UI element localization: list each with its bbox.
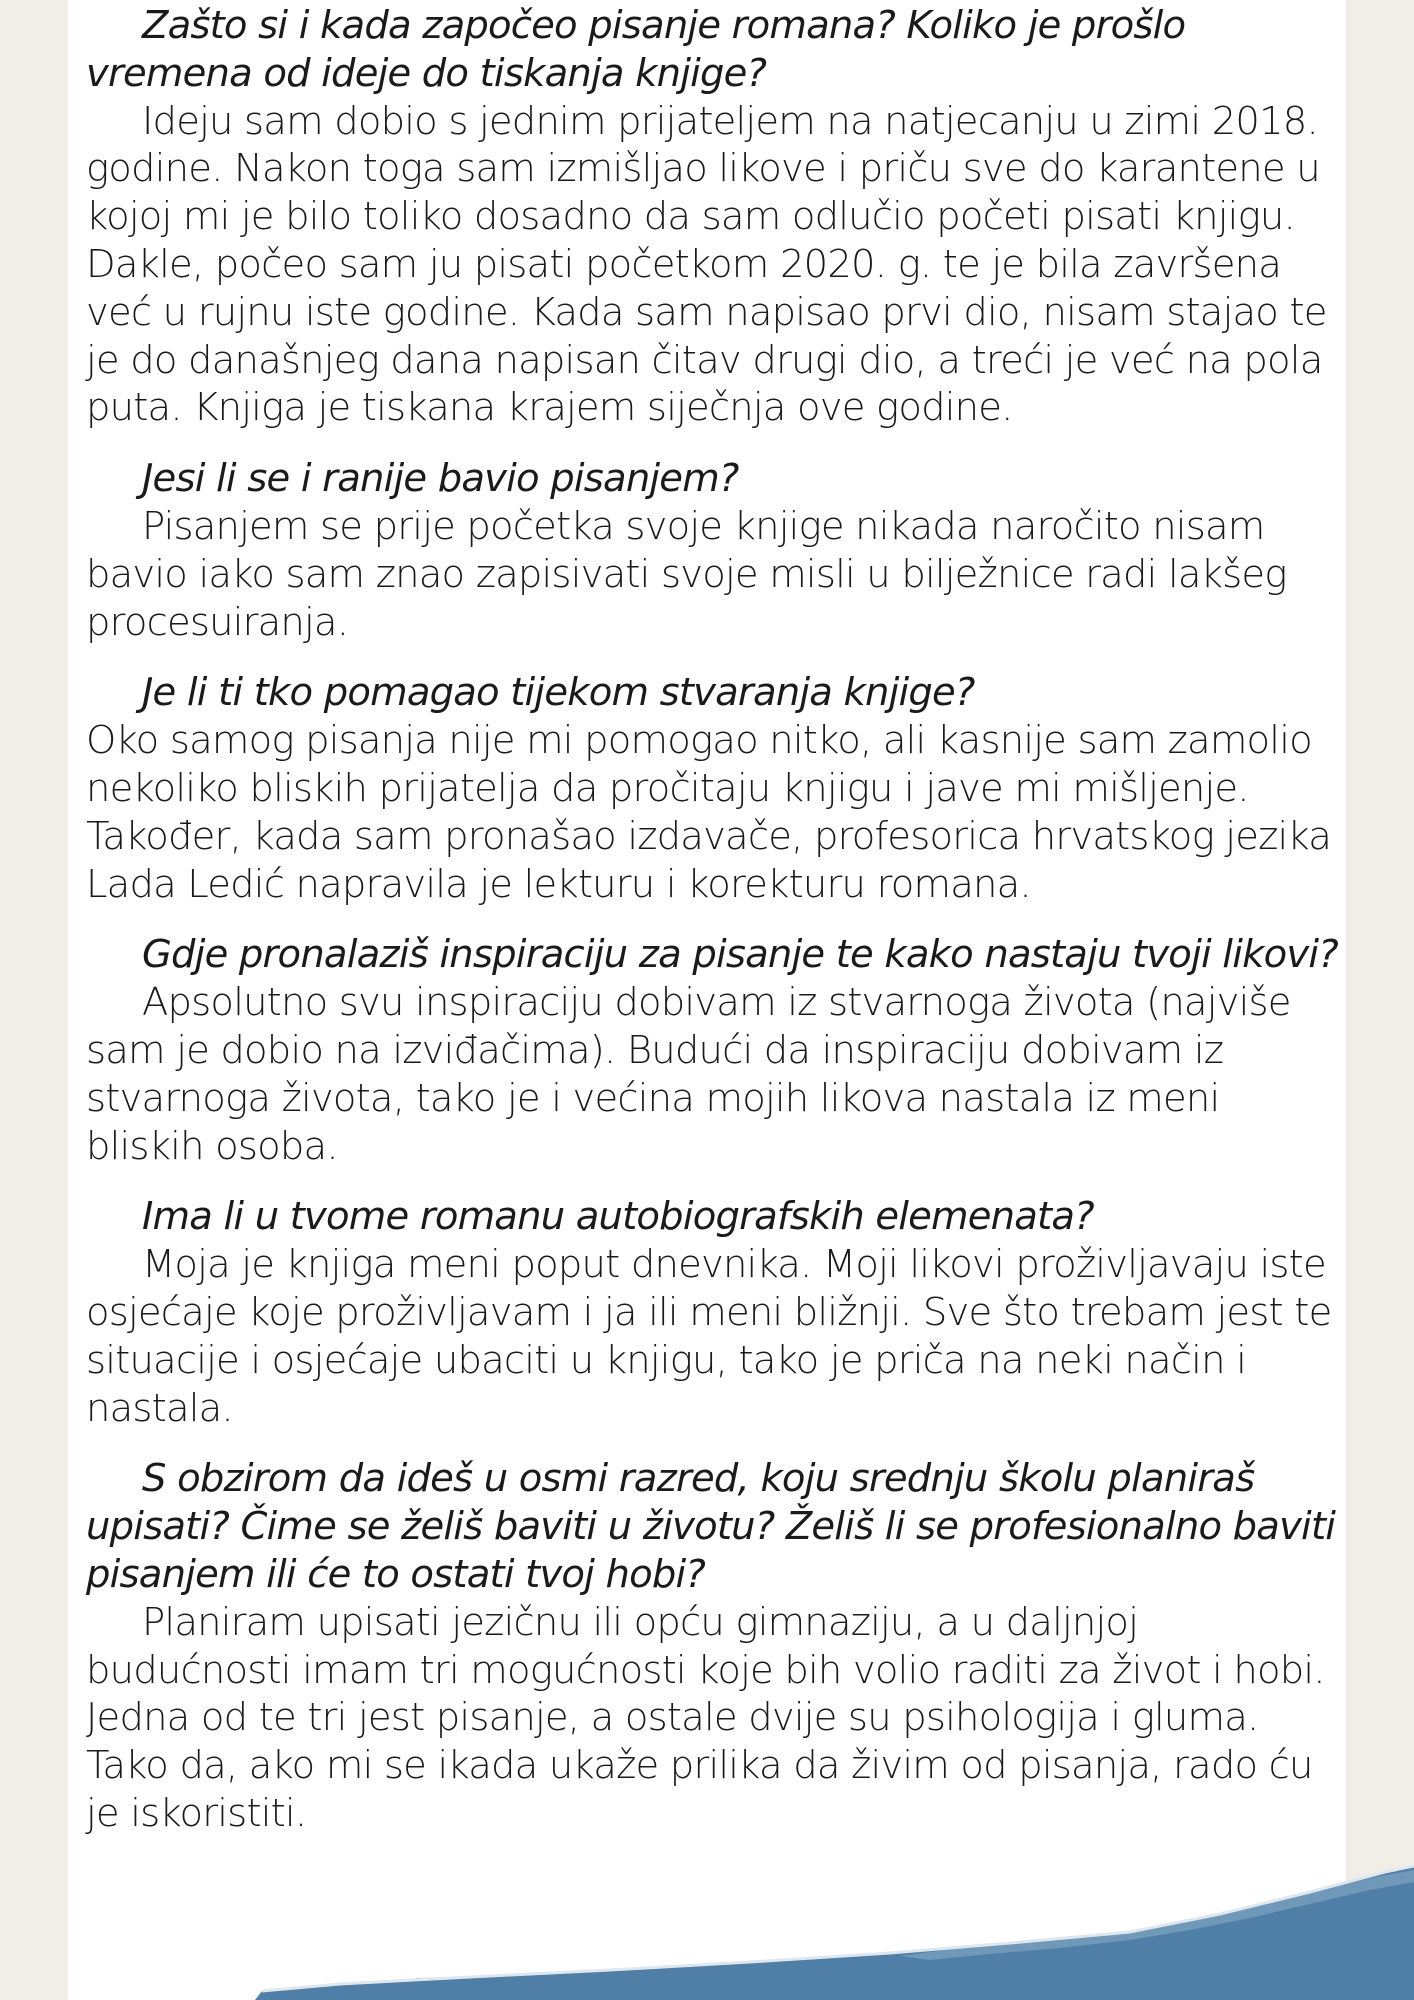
answer-5: Moja je knjiga meni poput dnevnika. Moji likovi proživljavaju iste osjećaje koje proživljavam i ja ili meni bližnji. Sve što trebam jest te situacije i osjećaje ubaciti u knjigu, tako je priča na neki način i nastala.: [86, 1242, 1332, 1431]
qa-block-3: [86, 669, 1341, 908]
answer-3: Oko samog pisanja nije mi pomogao nitko, ali kasnije sam zamolio nekoliko bliskih prijatelja da pročitaju knjigu i jave mi mišljenje. Također, kada sam pronašao izdavače, profesorica hrvatskog jezika Lada Ledić napravila je lekturu i korekturu romana.: [86, 718, 1332, 907]
interview-content: [86, 2, 1341, 1861]
question-2: Jesi li se i ranije bavio pisanjem?: [142, 456, 739, 502]
question-5: Ima li u tvome romanu autobiografskih elemenata?: [142, 1194, 1094, 1240]
question-1: Zašto si i kada započeo pisanje romana? Koliko je prošlo vremena od ideje do tiskanja knjige?: [86, 3, 1186, 96]
qa-block-4: [86, 931, 1341, 1170]
answer-2: Pisanjem se prije početka svoje knjige nikada naročito nisam bavio iako sam znao zapisivati svoje misli u bilježnice radi lakšeg procesuiranja.: [86, 503, 1287, 645]
qa-block-1: [86, 2, 1341, 432]
qa-block-2: [86, 455, 1341, 646]
qa-block-5: [86, 1193, 1341, 1432]
question-6: S obzirom da ideš u osmi razred, koju srednju školu planiraš upisati? Čime se želiš baviti u životu? Želiš li se profesionalno baviti pisanjem ili će to ostati tvoj hobi?: [86, 1456, 1336, 1597]
answer-4: Apsolutno svu inspiraciju dobivam iz stvarnoga života (najviše sam je dobio na izviđačima). Budući da inspiraciju dobivam iz stvarnoga života, tako je i većina mojih likova nastala iz meni bliskih osoba.: [86, 980, 1291, 1169]
torn-paper-wave-decoration: [0, 1700, 1414, 2000]
answer-6: Planiram upisati jezičnu ili opću gimnaziju, a u daljnjoj budućnosti imam tri mogućnosti koje bih volio raditi za život i hobi. Jedna od te tri jest pisanje, a ostale dvije su psihologija i gluma. Tako da, ako mi se ikada ukaže prilika da živim od pisanja, rado ću je iskoristiti.: [86, 1599, 1325, 1836]
question-3: Je li ti tko pomagao tijekom stvaranja knjige?: [142, 670, 975, 716]
answer-1: Ideju sam dobio s jednim prijateljem na natjecanju u zimi 2018. godine. Nakon toga sam izmišljao likove i priču sve do karantene u kojoj mi je bilo toliko dosadno da sam odlučio početi pisati knjigu. Dakle, počeo sam ju pisati početkom 2020. g. te je bila završena već u rujnu iste godine. Kada sam napisao prvi dio, nisam stajao te je do današnjeg dana napisan čitav drugi dio, a treći je već na pola puta. Knjiga je tiskana krajem siječnja ove godine.: [86, 98, 1327, 431]
question-4: Gdje pronalaziš inspiraciju za pisanje te kako nastaju tvoji likovi?: [142, 932, 1338, 978]
